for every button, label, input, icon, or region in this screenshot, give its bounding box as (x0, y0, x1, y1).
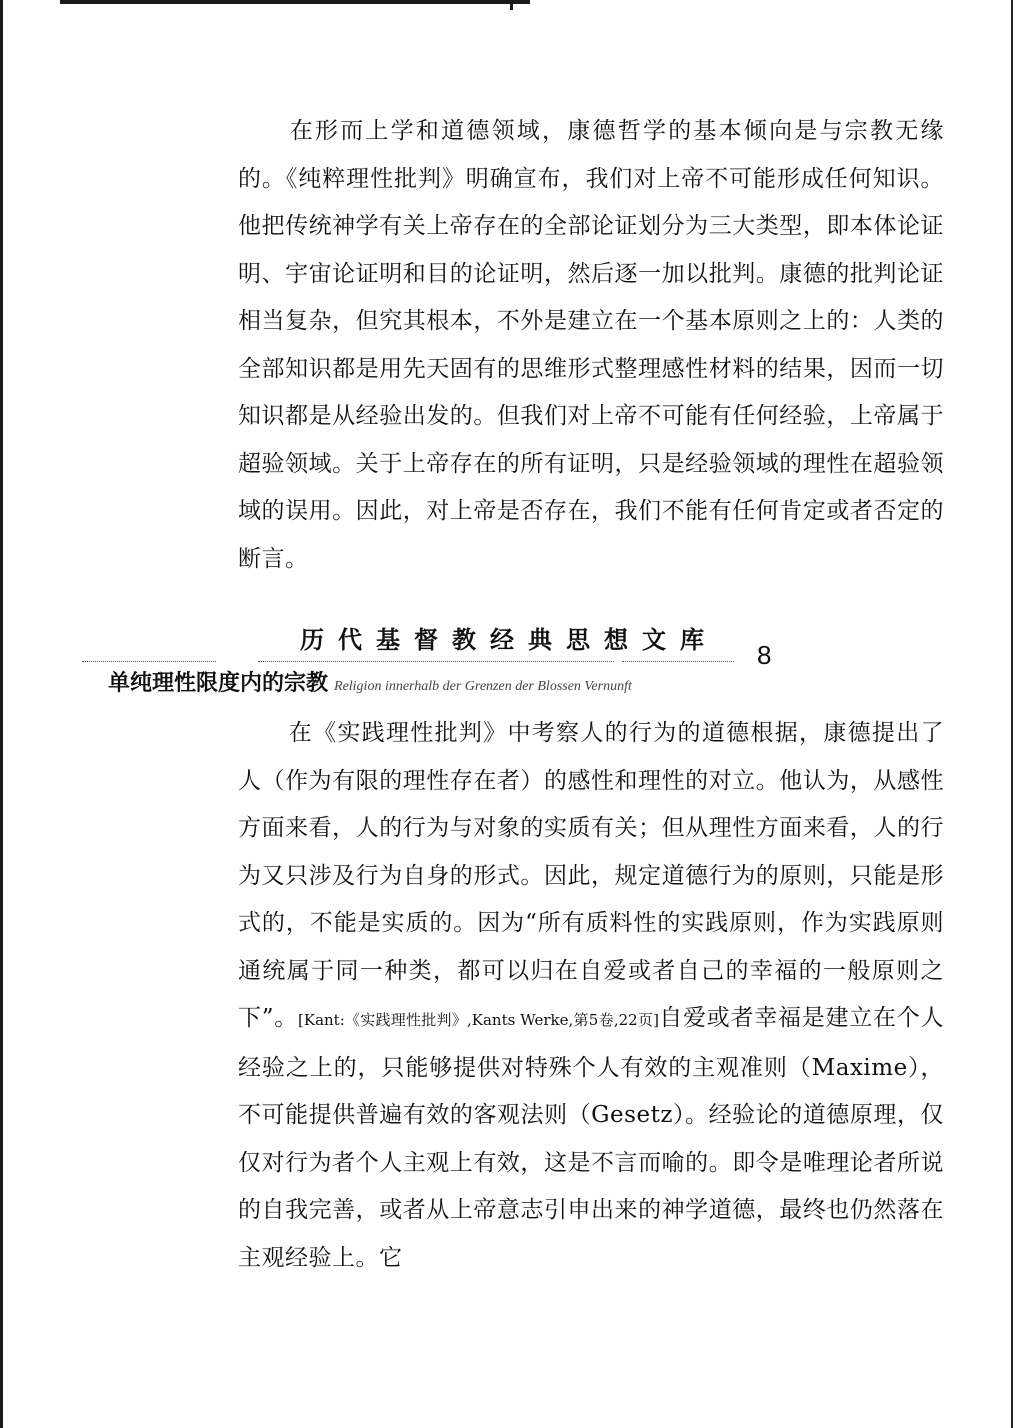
page-left-border (0, 0, 3, 1428)
series-title: 历代基督教经典思想文库 (300, 626, 718, 654)
header-rule-middle (258, 661, 614, 662)
page-top-tick (510, 0, 513, 10)
header-rule-left (82, 661, 216, 662)
book-title-chinese: 单纯理性限度内的宗教 (108, 671, 329, 696)
body-paragraph-1 (238, 108, 944, 583)
book-title-german: Religion innerhalb der Grenzen der Blossen Vernunft (334, 679, 632, 694)
citation: [Kant:《实践理性批判》,Kants Werke,第5卷,22页] (298, 1011, 660, 1029)
header-rule-right (622, 661, 734, 662)
page-top-border (60, 0, 530, 4)
body-paragraph-2 (238, 710, 944, 1282)
page-right-border (1011, 0, 1013, 1428)
paragraph-2-text-b: 自爱或者幸福是建立在个人经验之上的，只能够提供对特殊个人有效的主观准则（Maxime），不可能提供普遍有效的客观法则（Gesetz）。经验论的道德原理，仅仅对行为者个人主观上有效，这是不言而喻的。即令是唯理论者所说的自我完善，或者从上帝意志引申出来的神学道德，最终也仍然落在主观经验上。它 (238, 1005, 945, 1271)
paragraph-2-text-a: 在《实践理性批判》中考察人的行为的道德根据，康德提出了人（作为有限的理性存在者）的感性和理性的对立。他认为，从感性方面来看，人的行为与对象的实质有关；但从理性方面来看，人的行为又只涉及行为自身的形式。因此，规定道德行为的原则，只能是形式的，不能是实质的。因为“所有质料性的实践原则，作为实践原则通统属于同一种类，都可以归在自爱或者自己的幸福的一般原则之下”。 (238, 720, 944, 1031)
running-header (108, 666, 632, 697)
paragraph-1-text: 在形而上学和道德领域，康德哲学的基本倾向是与宗教无缘的。《纯粹理性批判》明确宣布，我们对上帝不可能形成任何知识。他把传统神学有关上帝存在的全部论证划分为三大类型，即本体论证明、宇宙论证明和目的论证明，然后逐一加以批判。康德的批判论证相当复杂，但究其根本，不外是建立在一个基本原则之上的：人类的全部知识都是用先天固有的思维形式整理感性材料的结果，因而一切知识都是从经验出发的。但我们对上帝不可能有任何经验，上帝属于超验领域。关于上帝存在的所有证明，只是经验领域的理性在超验领域的误用。因此，对上帝是否存在，我们不能有任何肯定或者否定的断言。 (238, 118, 944, 572)
page-number: 8 (757, 640, 772, 670)
